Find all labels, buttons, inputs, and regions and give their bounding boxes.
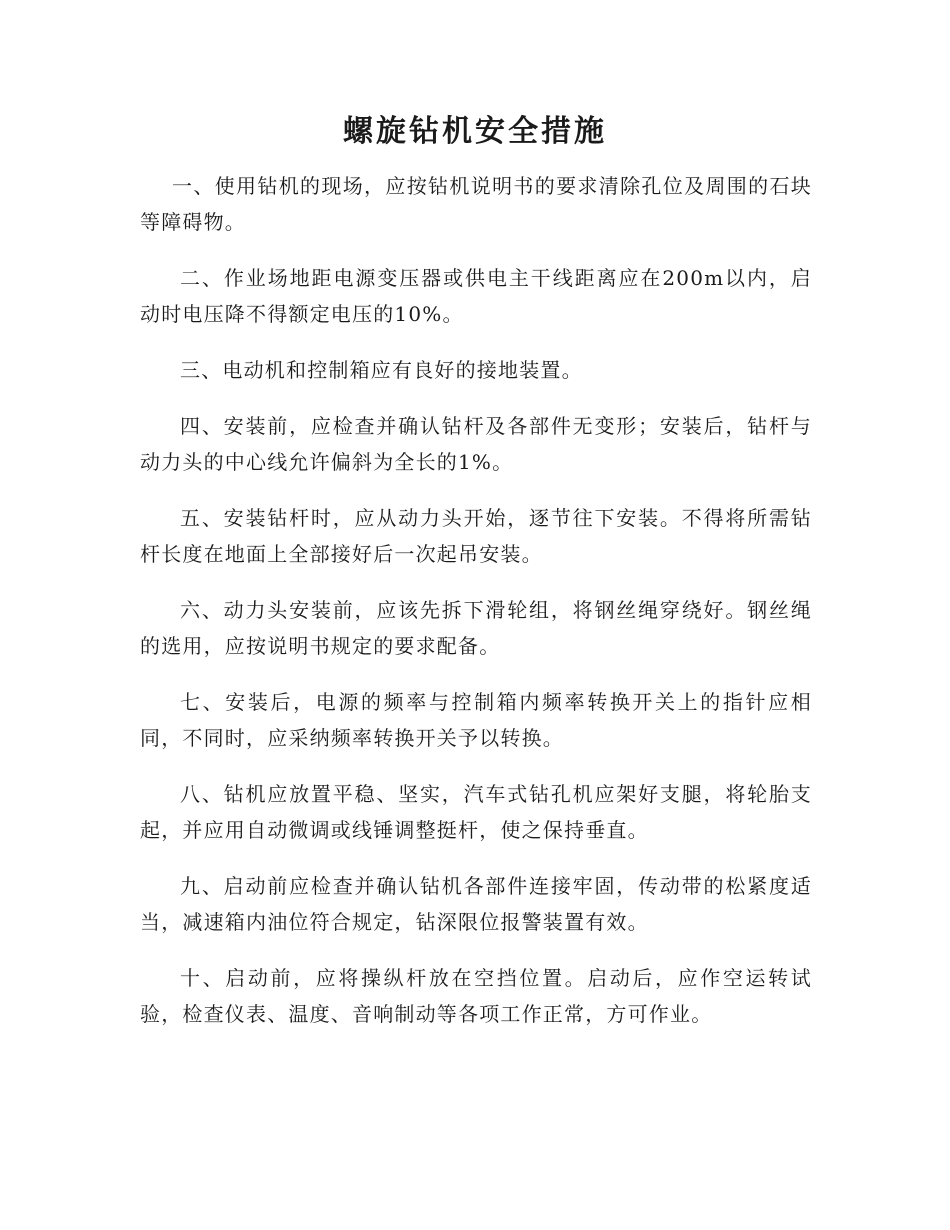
paragraph-2: 二、作业场地距电源变压器或供电主干线距离应在200m以内，启动时电压降不得额定电压的10%。 <box>140 266 812 326</box>
paragraph-9: 九、启动前应检查并确认钻机各部件连接牢固，传动带的松紧度适当，减速箱内油位符合规定，钻深限位报警装置有效。 <box>140 874 812 934</box>
paragraph-7: 七、安装后，电源的频率与控制箱内频率转换开关上的指针应相同，不同时，应采纳频率转换开关予以转换。 <box>140 690 812 750</box>
paragraph-5: 五、安装钻杆时，应从动力头开始，逐节往下安装。不得将所需钻杆长度在地面上全部接好后一次起吊安装。 <box>140 506 812 566</box>
paragraph-6: 六、动力头安装前，应该先拆下滑轮组，将钢丝绳穿绕好。钢丝绳的选用，应按说明书规定的要求配备。 <box>140 598 812 658</box>
paragraph-3: 三、电动机和控制箱应有良好的接地装置。 <box>180 358 583 382</box>
paragraph-4: 四、安装前，应检查并确认钻杆及各部件无变形；安装后，钻杆与动力头的中心线允许偏斜为全长的1%。 <box>140 414 812 474</box>
document-body <box>140 168 812 1052</box>
paragraph-10: 十、启动前，应将操纵杆放在空挡位置。启动后，应作空运转试验，检查仪表、温度、音响制动等各项工作正常，方可作业。 <box>140 966 812 1026</box>
document-title: 螺旋钻机安全措施 <box>343 114 607 149</box>
paragraph-8: 八、钻机应放置平稳、坚实，汽车式钻孔机应架好支腿，将轮胎支起，并应用自动微调或线锤调整挺杆，使之保持垂直。 <box>140 782 812 842</box>
paragraph-1: 一、使用钻机的现场，应按钻机说明书的要求清除孔位及周围的石块等障碍物。 <box>140 174 812 234</box>
